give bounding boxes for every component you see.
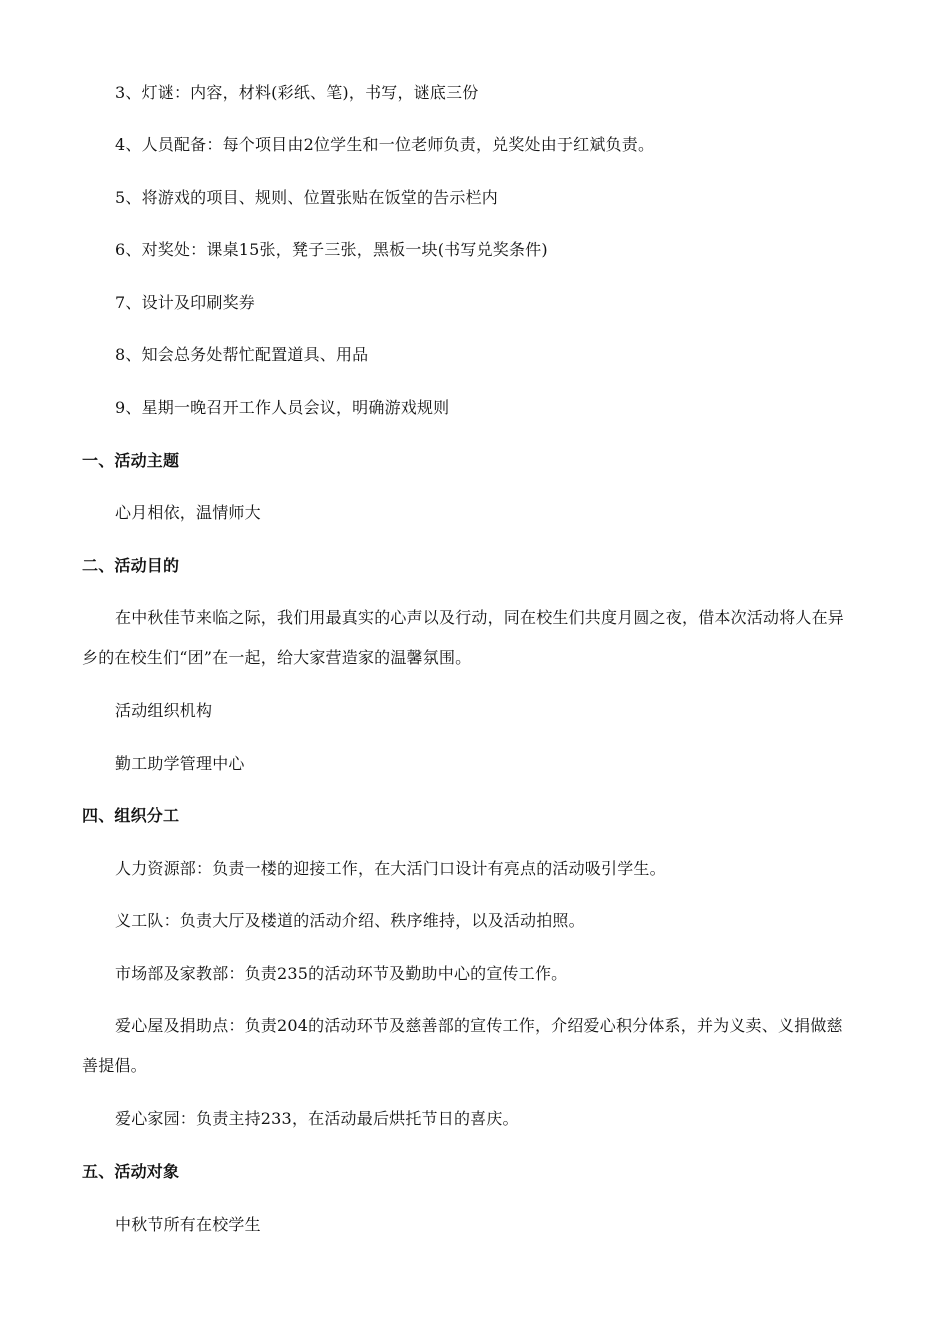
prep-item: 7、设计及印刷奖券 [115, 293, 255, 312]
org-value: 勤工助学管理中心 [115, 754, 245, 773]
prep-item: 9、星期一晚召开工作人员会议，明确游戏规则 [115, 398, 450, 417]
division-item: 爱心屋及捐助点：负责204的活动环节及慈善部的宣传工作，介绍爱心积分体系，并为义卖、义捐做慈善提倡。 [82, 1016, 843, 1075]
division-item: 义工队：负责大厅及楼道的活动介绍、秩序维持，以及活动拍照。 [115, 911, 585, 930]
division-item: 爱心家园：负责主持233，在活动最后烘托节日的喜庆。 [115, 1109, 519, 1128]
prep-item: 3、灯谜：内容，材料(彩纸、笔)，书写，谜底三份 [115, 83, 479, 102]
org-label: 活动组织机构 [115, 701, 213, 720]
division-item: 人力资源部：负责一楼的迎接工作，在大活门口设计有亮点的活动吸引学生。 [115, 859, 666, 878]
prep-item: 5、将游戏的项目、规则、位置张贴在饭堂的告示栏内 [115, 188, 498, 207]
audience-text: 中秋节所有在校学生 [115, 1215, 261, 1234]
prep-item: 6、对奖处：课桌15张，凳子三张，黑板一块(书写兑奖条件) [115, 240, 548, 259]
section-heading-purpose: 二、活动目的 [82, 556, 180, 575]
prep-item: 4、人员配备：每个项目由2位学生和一位老师负责，兑奖处由于红斌负责。 [115, 135, 655, 154]
section-heading-division: 四、组织分工 [82, 806, 180, 825]
purpose-paragraph: 在中秋佳节来临之际，我们用最真实的心声以及行动，同在校生们共度月圆之夜，借本次活动将人在异乡的在校生们“团”在一起，给大家营造家的温馨氛围。 [82, 608, 845, 667]
prep-item: 8、知会总务处帮忙配置道具、用品 [115, 345, 369, 364]
division-item: 市场部及家教部：负责235的活动环节及勤助中心的宣传工作。 [115, 964, 568, 983]
section-heading-theme: 一、活动主题 [82, 451, 180, 470]
theme-text: 心月相依，温情师大 [115, 503, 261, 522]
section-heading-audience: 五、活动对象 [82, 1162, 180, 1181]
